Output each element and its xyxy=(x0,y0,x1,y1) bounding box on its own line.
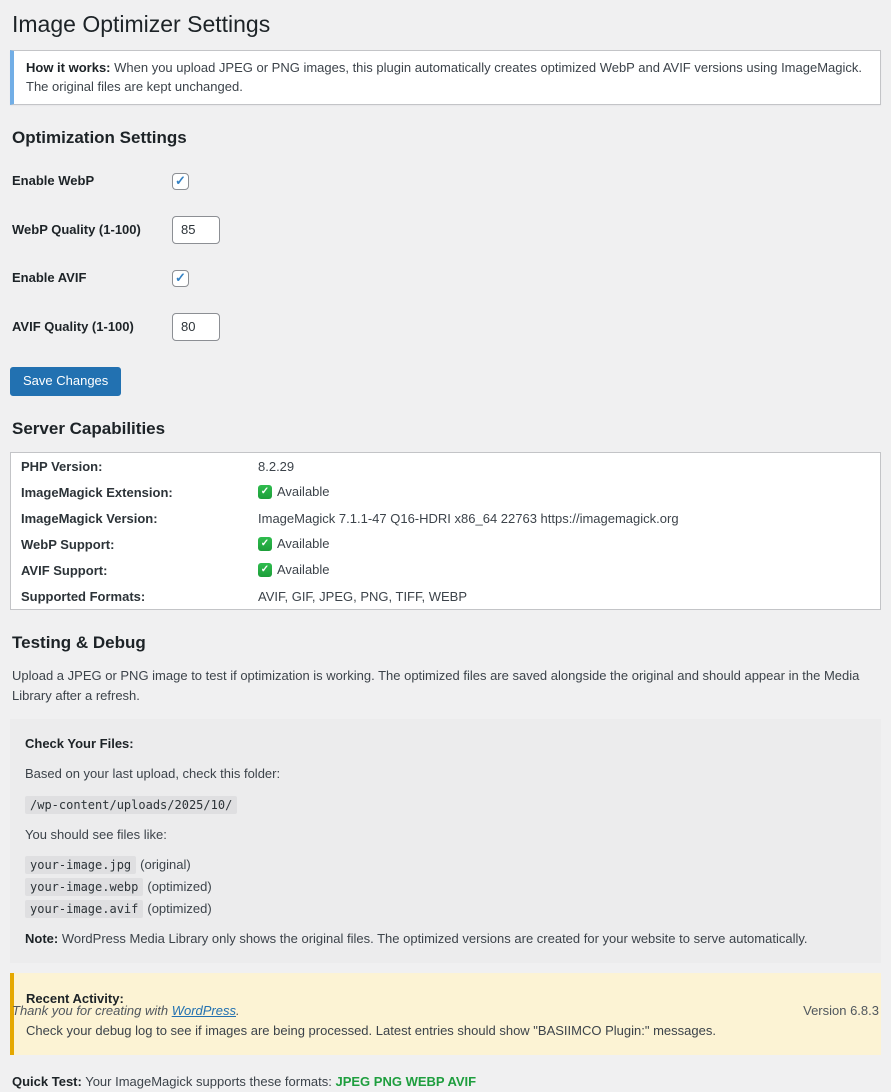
avif-file-name: your-image.avif xyxy=(25,900,143,918)
supported-formats-label: Supported Formats: xyxy=(21,588,146,604)
wordpress-link[interactable]: WordPress xyxy=(171,1003,236,1018)
original-file-name: your-image.jpg xyxy=(25,856,136,874)
upload-folder-path: /wp-content/uploads/2025/10/ xyxy=(25,796,237,814)
file-note: (optimized) xyxy=(147,901,212,917)
notice-text: When you upload JPEG or PNG images, this plugin automatically creates optimized WebP and AVIF versions using ImageMagick. The original files are kept unchanged. xyxy=(26,59,862,95)
table-row xyxy=(11,557,880,583)
avif-quality-label: AVIF Quality (1-100) xyxy=(12,318,134,334)
admin-footer xyxy=(12,1003,879,1018)
quick-test-label: Quick Test: xyxy=(12,1074,82,1089)
list-item xyxy=(25,900,866,918)
footer-thanks: Thank you for creating with WordPress. xyxy=(12,1003,240,1018)
table-row xyxy=(11,583,880,609)
notice-text-line xyxy=(26,58,868,97)
optimization-settings-form xyxy=(10,159,230,353)
webp-support-label: WebP Support: xyxy=(21,536,115,552)
server-capabilities-table xyxy=(10,452,881,610)
save-changes-button[interactable]: Save Changes xyxy=(10,367,121,396)
check-your-files-box xyxy=(10,719,881,963)
notice-label: How it works: xyxy=(26,59,111,75)
file-note: (original) xyxy=(140,856,191,872)
imagemagick-version-label: ImageMagick Version: xyxy=(21,510,158,526)
files-intro-text: You should see files like: xyxy=(25,826,167,842)
quick-test-line: Quick Test: Your ImageMagick supports these formats: JPEG PNG WEBP AVIF xyxy=(12,1074,477,1089)
enable-avif-row xyxy=(10,256,230,301)
supported-formats-value: AVIF, GIF, JPEG, PNG, TIFF, WEBP xyxy=(258,588,467,604)
enable-webp-row xyxy=(10,159,230,204)
webp-quality-input[interactable] xyxy=(172,216,220,244)
avif-quality-row xyxy=(10,301,230,353)
enable-webp-label: Enable WebP xyxy=(12,172,95,188)
enable-avif-checkbox[interactable] xyxy=(172,270,189,287)
avif-support-label: AVIF Support: xyxy=(21,562,108,578)
enable-avif-label: Enable AVIF xyxy=(12,270,87,286)
testing-debug-heading: Testing & Debug xyxy=(12,633,146,653)
recent-activity-title: Recent Activity: xyxy=(26,990,124,1006)
webp-quality-label: WebP Quality (1-100) xyxy=(12,221,141,237)
table-row xyxy=(11,505,880,531)
folder-intro-text: Based on your last upload, check this folder: xyxy=(25,766,281,782)
supported-formats-list: JPEG PNG WEBP AVIF xyxy=(335,1074,477,1089)
avif-support-value: Available xyxy=(277,562,330,578)
available-check-icon: ✓ xyxy=(258,563,272,577)
imagemagick-extension-value: Available xyxy=(277,484,330,500)
testing-intro-text: Upload a JPEG or PNG image to test if optimization is working. The optimized files are saved alongside the original and should appear in the Media Library after a refresh. xyxy=(12,668,860,703)
check-icon: ✓ xyxy=(175,270,186,285)
optimization-settings-heading: Optimization Settings xyxy=(12,127,187,147)
server-capabilities-heading: Server Capabilities xyxy=(12,418,166,438)
file-note: (optimized) xyxy=(147,879,212,895)
enable-webp-checkbox[interactable] xyxy=(172,173,189,190)
media-library-note: Note: WordPress Media Library only shows the original files. The optimized versions are created for your website to serve automatically. xyxy=(25,931,808,947)
recent-activity-text: Check your debug log to see if images are being processed. Latest entries should show "BASIIMCO Plugin:" messages. xyxy=(26,1022,716,1038)
imagemagick-extension-label: ImageMagick Extension: xyxy=(21,484,173,500)
list-item xyxy=(25,878,866,896)
page-title: Image Optimizer Settings xyxy=(12,11,271,37)
avif-quality-input[interactable] xyxy=(172,313,220,341)
check-icon: ✓ xyxy=(175,172,186,188)
webp-quality-row xyxy=(10,204,230,256)
webp-support-value: Available xyxy=(277,536,330,552)
available-check-icon: ✓ xyxy=(258,537,272,551)
php-version-value: 8.2.29 xyxy=(258,458,295,474)
check-your-files-title: Check Your Files: xyxy=(25,736,134,752)
list-item xyxy=(25,856,866,874)
how-it-works-notice xyxy=(10,50,881,105)
imagemagick-version-value: ImageMagick 7.1.1-47 Q16-HDRI x86_64 22763 https://imagemagick.org xyxy=(258,510,679,526)
webp-file-name: your-image.webp xyxy=(25,878,143,896)
table-row xyxy=(11,453,880,479)
table-row xyxy=(11,531,880,557)
version-text: Version 6.8.3 xyxy=(803,1003,879,1018)
table-row xyxy=(11,479,880,505)
php-version-label: PHP Version: xyxy=(21,458,103,474)
available-check-icon: ✓ xyxy=(258,485,272,499)
